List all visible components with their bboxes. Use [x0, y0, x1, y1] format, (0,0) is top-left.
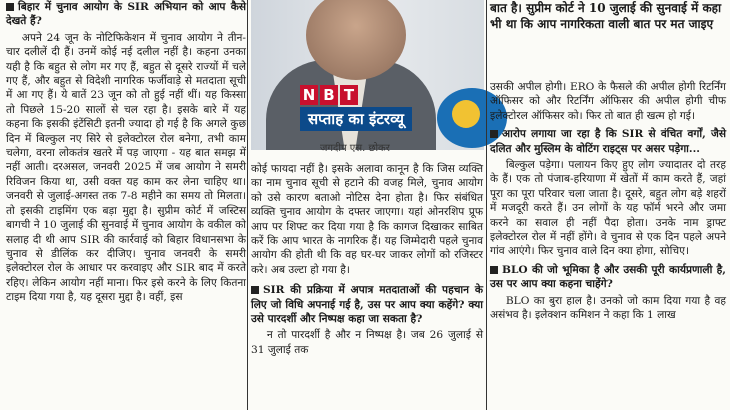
question-heading [6, 0, 246, 29]
nbt-logo [300, 85, 470, 105]
column-divider [247, 0, 248, 410]
answer-text: बिल्कुल पड़ेगा। पलायन किए हुए लोग ज्यादातर दो तरह के हैं। एक तो पंजाब-हरियाणा में खेतों में काम करते हैं, जहां पूरा का पूरा परिवार चला जाता है। दूसरे, बहुत लोग बड़े शहरों में मजदूरी करते हैं। उन लोगों के यह फॉर्म भरने और जमा करने का सवाल ही नहीं पैदा होता। उनके नाम ड्राफ्ट इलेक्टोरल रोल में नहीं होंगे। वे चुनाव से एक दिन पहले अपने गांव आएंगे। फिर चुनाव वाले दिन क्या होगा, सोचिए। [490, 159, 726, 258]
series-title: सप्ताह का इंटरव्यू [300, 107, 412, 131]
pull-quote [490, 0, 726, 32]
pull-quote-text: बात है। सुप्रीम कोर्ट ने 10 जुलाई की सुनवाई में कहा भी था कि आप नागरिकता वाली बात पर मत जाइए [490, 1, 722, 31]
answer-text: BLO का बुरा हाल है। उनको जो काम दिया गया है वह असंभव है। इलेक्शन कमिशन ने कहा कि 1 लाख [490, 294, 726, 322]
column-middle [251, 162, 483, 357]
bullet-square-icon [251, 286, 259, 294]
answer-text: उसकी अपील होगी। ERO के फैसले की अपील होगी रिटर्निंग ऑफिसर को और रिटर्निंग ऑफिसर की अपील होगी चीफ इलेक्टोरल ऑफिसर को। फिर तो बात ही खत्म हो गई। [490, 81, 726, 122]
nbt-letter: T [340, 85, 358, 105]
column-left [6, 0, 246, 305]
question-heading [490, 263, 726, 292]
bullet-square-icon [490, 266, 498, 274]
question-heading [251, 283, 483, 326]
column-right [490, 80, 726, 323]
answer-text: न तो पारदर्शी है और न निष्पक्ष है। जब 26 जुलाई से 31 जुलाई तक [251, 329, 483, 356]
question-text: BLO की जो भूमिका है और उसकी पूरी कार्यप्रणाली है, उस पर आप क्या कहना चाहेंगे? [490, 263, 726, 291]
question-text: बिहार में चुनाव आयोग के SIR अभियान को आप कैसे देखते हैं? [6, 1, 246, 28]
question-text: आरोप लगाया जा रहा है कि SIR से वंचित वर्गों, जैसे दलित और मुस्लिम के वोटिंग राइट्स पर असर पड़ेगा... [490, 128, 726, 155]
column-divider [486, 0, 487, 410]
bullet-square-icon [490, 130, 498, 138]
photo-credit: जगदीप एस. छोकर [320, 143, 390, 154]
question-heading [490, 127, 726, 156]
nbt-letter: B [320, 85, 338, 105]
bullet-square-icon [6, 3, 14, 11]
question-text: SIR की प्रक्रिया में अपात्र मतदाताओं की पहचान के लिए जो विधि अपनाई गई है, उस पर आप क्या कहेंगे? क्या उसे पारदर्शी और निष्पक्ष कहा जा सकता है? [251, 284, 483, 326]
series-logo [300, 85, 470, 140]
answer-text: अपने 24 जून के नोटिफिकेशन में चुनाव आयोग ने तीन-चार दलीलें दी हैं। उनमें कोई नई दलील नहीं है। कहना उनका यही है कि बहुत से लोग मर गए हैं, बहुत से दूसरे राज्यों में चले गए हैं, और बहुत से विदेशी नागरिक फर्जीवाड़े से मतदाता सूची में आ गए हैं। ये बातें 23 जून को तो हुई नहीं थीं। यह किस्सा तो पिछले 15-20 सालों से चल रहा है। इसके बारे में यह कहना कि इसकी इंटेंसिटी इतनी ज्यादा हो गई है कि अगले कुछ दिन में बिल्कुल नए सिरे से इलेक्टोरल रोल बनेगा, तभी काम चलेगा, वरना लोकतंत्र खतरे में पड़ जाएगा - यह बात समझ में नहीं आती। दरअसल, जनवरी 2025 में जब आयोग ने समरी रिविजन किया था, उसी वक्त यह काम कर लेना चाहिए था। जनवरी से जुलाई-अगस्त तक 7-8 महीने का समय तो मिलता। तो इसकी टाइमिंग एक बड़ा मुद्दा है। सुप्रीम कोर्ट में जस्टिस बागची ने 10 जुलाई की सुनवाई में चुनाव आयोग के वकील को सलाह दी थी आप SIR की कार्रवाई को बिहार विधानसभा के चुनाव से डीलिंक कर दीजिए। चुनाव जनवरी के समरी इलेक्टोरल रोल के आधार पर करवाइए और SIR बाद में करते रहिए। लेकिन आयोग नहीं माना। फिर इसे करने के लिए कितना टाइम दिया गया है, यह दूसरा मुद्दा है। वहीं, इस [6, 31, 246, 304]
nbt-letter: N [300, 85, 318, 105]
answer-text: कोई फायदा नहीं है। इसके अलावा कानून है कि जिस व्यक्ति का नाम चुनाव सूची से हटाने की वजह मिले, चुनाव आयोग को उसे कारण बताओ नोटिस देना होता है। फिर संबंधित व्यक्ति चुनाव आयोग के दफ्तर जाएगा। यहां ओनरशिप प्रूफ आप पर शिफ्ट कर दिया गया है कि कागज दिखाकर साबित करें कि आप भारत के नागरिक हैं। यह जिम्मेदारी पहले चुनाव आयोग की होती थी कि वह घर-घर जाकर लोगों को रजिस्टर करे। अब उल्टा हो गया है। [251, 163, 483, 276]
